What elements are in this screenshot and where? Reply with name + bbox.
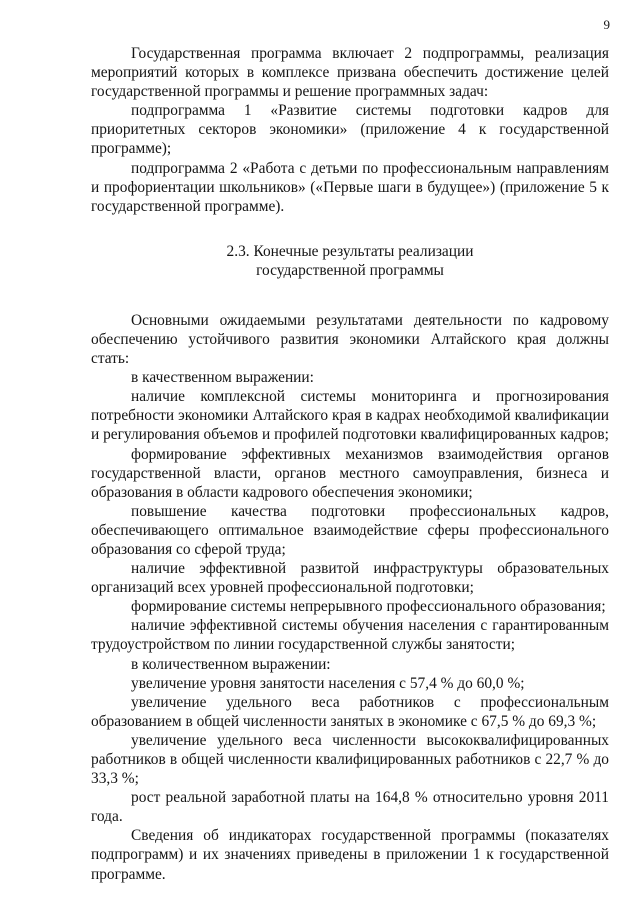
page-number: 9: [603, 17, 610, 32]
paragraph-employment-training: наличие эффективной системы обучения населения с гарантированным трудоустройством по линии государственной службы занятости;: [91, 617, 609, 654]
section-heading: [91, 242, 609, 280]
paragraph-qualitative-header: в качественном выражении:: [131, 369, 314, 387]
paragraph-infrastructure: наличие эффективной развитой инфраструктуры образовательных организаций всех уровней профессиональной подготовки;: [91, 560, 609, 597]
paragraph-subprogram-2: подпрограмма 2 «Работа с детьми по профессиональным направлениям и профориентации школьников» («Первые шаги в будущее») (приложение 5 к государственной программе).: [91, 159, 609, 215]
paragraph-expected-results: Основными ожидаемыми результатами деятельности по кадровому обеспечению устойчивого развития экономики Алтайского края должны стать:: [91, 311, 609, 368]
paragraph-high-skilled-share: увеличение удельного веса численности высококвалифицированных работников в общей численности квалифицированных работников с 22,7 % до 33,3 %;: [91, 731, 609, 788]
section-heading-line-1: 2.3. Конечные результаты реализации: [226, 242, 474, 260]
paragraph-professional-education-share: увеличение удельного веса работников с профессиональным образованием в общей численности занятых в экономике с 67,5 % до 69,3 %;: [91, 693, 609, 730]
section-heading-line-2: государственной программы: [256, 261, 444, 279]
paragraph-subprogram-1: подпрограмма 1 «Развитие системы подготовки кадров для приоритетных секторов экономики» (приложение 4 к государственной программе);: [91, 102, 609, 158]
paragraph-real-wage: рост реальной заработной платы на 164,8 % относительно уровня 2011 года.: [91, 789, 609, 826]
paragraph-indicators-info: Сведения об индикаторах государственной программы (показателях подпрограмм) и их значениях приведены в приложении 1 к государственной программе.: [91, 827, 609, 883]
paragraph-monitoring-system: наличие комплексной системы мониторинга и прогнозирования потребности экономики Алтайского края в кадрах необходимой квалификации и регулирования объемов и профилей подготовки квалифицированных кадров;: [91, 388, 609, 444]
paragraph-quantitative-header: в количественном выражении:: [131, 655, 331, 673]
paragraph-employment-rate: увеличение уровня занятости населения с 57,4 % до 60,0 %;: [131, 674, 525, 692]
document-body: [91, 44, 609, 884]
paragraph-continuous-education: формирование системы непрерывного профессионального образования;: [131, 598, 606, 616]
paragraph-interaction-mechanisms: формирование эффективных механизмов взаимодействия органов государственной власти, органов местного самоуправления, бизнеса и образования в области кадрового обеспечения экономики;: [91, 445, 609, 501]
paragraph-training-quality: повышение качества подготовки профессиональных кадров, обеспечивающего оптимальное взаимодействие сферы профессионального образования со сферой труда;: [91, 502, 609, 558]
paragraph-intro: Государственная программа включает 2 подпрограммы, реализация мероприятий которых в комплексе призвана обеспечить достижение целей государственной программы и решение программных задач:: [91, 45, 609, 101]
